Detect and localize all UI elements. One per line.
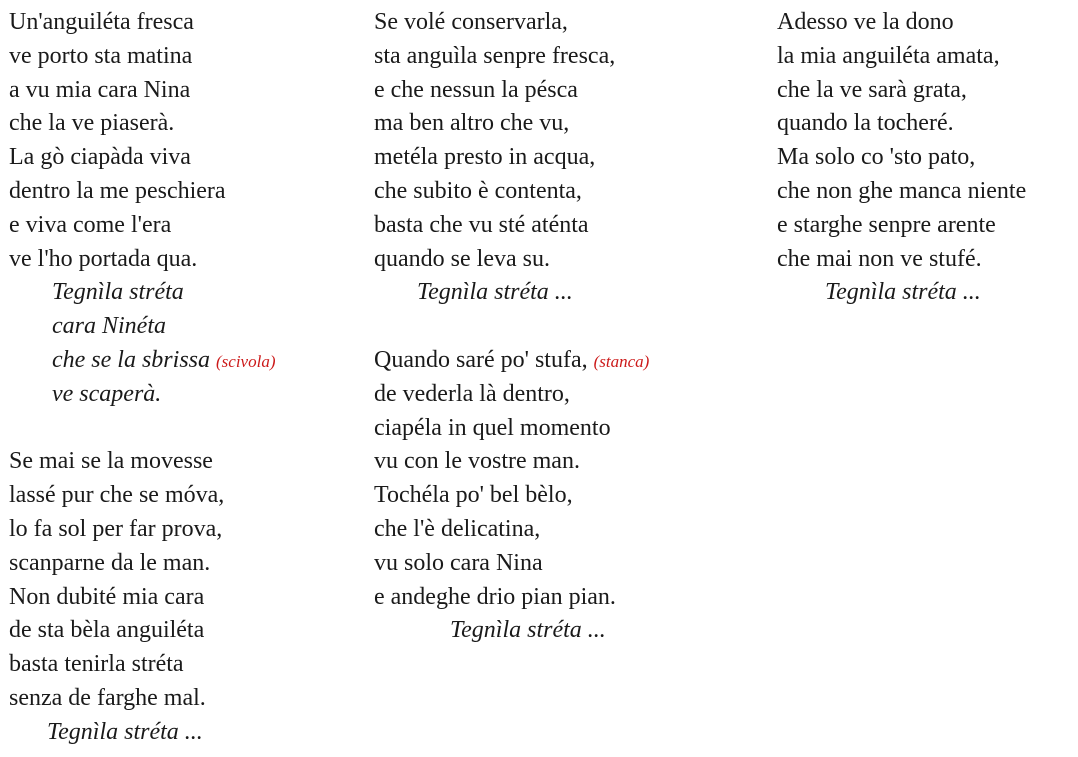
verse-line: de vederla là dentro, bbox=[374, 380, 570, 407]
verse-line: Tochéla po' bel bèlo, bbox=[374, 482, 573, 509]
refrain-line: Tegnìla stréta ... bbox=[825, 279, 981, 306]
verse-line: ve l'ho portada qua. bbox=[9, 245, 198, 272]
stanza bbox=[9, 445, 359, 715]
verse-line: de sta bèla anguiléta bbox=[9, 617, 205, 644]
refrain-line: cara Ninéta bbox=[52, 313, 166, 340]
verse-line: a vu mia cara Nina bbox=[9, 76, 191, 103]
refrain-line: ve scaperà. bbox=[52, 380, 162, 407]
verse-line: e andeghe drio pian pian. bbox=[374, 583, 616, 610]
poem-column-2 bbox=[374, 6, 764, 648]
verse-line: quando la tocheré. bbox=[777, 110, 954, 137]
refrain-line: Tegnìla stréta ... bbox=[417, 279, 573, 306]
verse-text: Quando saré po' stufa, bbox=[374, 346, 588, 373]
verse-line: che mai non ve stufé. bbox=[777, 245, 982, 272]
stanza bbox=[374, 344, 764, 614]
verse-line: ciapéla in quel momento bbox=[374, 414, 611, 441]
verse-line: basta che vu sté aténta bbox=[374, 211, 589, 238]
refrain-line: Tegnìla stréta ... bbox=[47, 718, 203, 745]
stanza-gap bbox=[9, 412, 359, 446]
stanza bbox=[777, 6, 1077, 276]
stanza bbox=[374, 6, 764, 276]
verse-line: scanparne da le man. bbox=[9, 549, 211, 576]
verse-line: lassé pur che se móva, bbox=[9, 482, 225, 509]
verse-line: Un'anguiléta fresca bbox=[9, 9, 194, 35]
poem-column-3 bbox=[777, 6, 1077, 310]
verse-line bbox=[374, 344, 764, 378]
verse-line: Se volé conservarla, bbox=[374, 9, 568, 35]
poem-column-1 bbox=[9, 6, 359, 750]
verse-line: La gò ciapàda viva bbox=[9, 144, 191, 171]
verse-line: sta anguìla senpre fresca, bbox=[374, 42, 616, 69]
stanza bbox=[9, 6, 359, 276]
stanza-gap bbox=[374, 310, 764, 344]
refrain-text: che se la sbrissa bbox=[52, 346, 210, 373]
verse-line: ma ben altro che vu, bbox=[374, 110, 570, 137]
verse-line: e starghe senpre arente bbox=[777, 211, 996, 238]
verse-line: la mia anguiléta amata, bbox=[777, 42, 1000, 69]
verse-line: Se mai se la movesse bbox=[9, 448, 213, 475]
verse-line: e che nessun la pésca bbox=[374, 76, 578, 103]
verse-line: vu solo cara Nina bbox=[374, 549, 543, 576]
verse-line: che subito è contenta, bbox=[374, 177, 582, 204]
gloss-note: (scivola) bbox=[216, 351, 276, 371]
verse-line: e viva come l'era bbox=[9, 211, 172, 238]
verse-line: dentro la me peschiera bbox=[9, 177, 226, 204]
verse-line: Adesso ve la dono bbox=[777, 9, 954, 35]
verse-line: Ma solo co 'sto pato, bbox=[777, 144, 976, 171]
verse-line: che la ve piaserà. bbox=[9, 110, 175, 137]
verse-line: che la ve sarà grata, bbox=[777, 76, 967, 103]
verse-line: ve porto sta matina bbox=[9, 42, 193, 69]
verse-line: senza de farghe mal. bbox=[9, 684, 206, 711]
verse-line: quando se leva su. bbox=[374, 245, 550, 272]
refrain-line: Tegnìla stréta ... bbox=[450, 617, 606, 644]
verse-line: Non dubité mia cara bbox=[9, 583, 205, 610]
refrain-line bbox=[9, 344, 359, 378]
gloss-note: (stanca) bbox=[593, 351, 650, 371]
verse-line: lo fa sol per far prova, bbox=[9, 515, 223, 542]
verse-line: vu con le vostre man. bbox=[374, 448, 580, 475]
verse-line: che l'è delicatina, bbox=[374, 515, 541, 542]
verse-line: basta tenirla stréta bbox=[9, 651, 184, 678]
refrain bbox=[9, 276, 359, 411]
verse-line: che non ghe manca niente bbox=[777, 177, 1027, 204]
verse-line: metéla presto in acqua, bbox=[374, 144, 596, 171]
refrain-line: Tegnìla stréta bbox=[52, 279, 184, 306]
